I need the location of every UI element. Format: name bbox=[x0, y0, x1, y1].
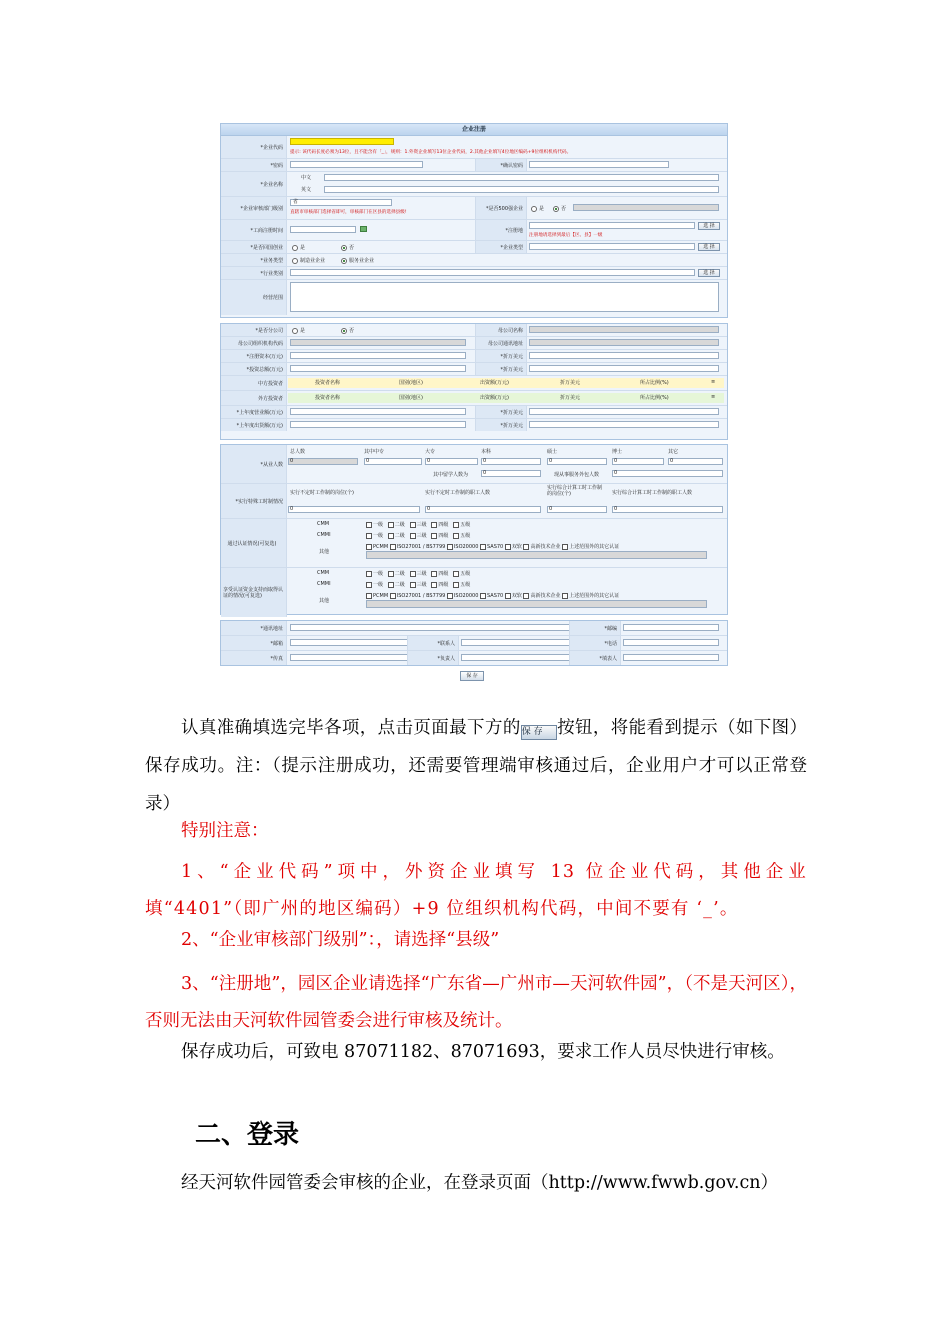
cert1-cmmi-label: CMMI bbox=[317, 532, 331, 538]
row-email bbox=[221, 636, 727, 651]
reg-capital-input[interactable] bbox=[290, 352, 466, 359]
label-foreign-investor: 外方投资者 bbox=[221, 391, 287, 405]
registration-form-screenshot bbox=[220, 123, 726, 683]
staff-col-secondary: 其中中专 bbox=[364, 449, 385, 455]
para-login: 经天河软件园管委会审核的企业，在登录页面（http://www.fwwb.gov.cn） bbox=[181, 1173, 779, 1193]
work-col-4: 实行综合计算工时工作制的职工人数 bbox=[612, 490, 693, 496]
postcode-input[interactable] bbox=[623, 624, 719, 631]
row-work-hours bbox=[221, 484, 727, 519]
cert2-other-label: 其他 bbox=[319, 598, 330, 604]
fortune500-rank-input[interactable] bbox=[573, 204, 719, 211]
label-confirm-password: *确认密码 bbox=[475, 159, 527, 171]
label-parent-org-code: 母公司组织机构代码 bbox=[221, 337, 287, 349]
investment-input[interactable] bbox=[290, 365, 466, 372]
company-name-cn-input[interactable] bbox=[324, 174, 719, 181]
label-company-code: *企业代码 bbox=[221, 136, 287, 158]
password-input[interactable] bbox=[290, 161, 423, 168]
label-filler: *填表人 bbox=[569, 651, 621, 665]
section-heading-login: 二、登录 bbox=[195, 1120, 300, 1150]
scope-textarea[interactable] bbox=[290, 282, 719, 312]
outsourcing-label: 现从事服务外包人数 bbox=[554, 472, 600, 478]
cert2-cmmi-label: CMMI bbox=[317, 581, 331, 587]
confirm-password-input[interactable] bbox=[529, 161, 669, 168]
label-cert-passed: 通过认证情况(可复选) bbox=[221, 519, 287, 567]
reg-capital-usd-input[interactable] bbox=[529, 352, 719, 359]
form-section-contact bbox=[220, 620, 728, 666]
cn-col-ratio: 所占比例(%) bbox=[640, 380, 669, 386]
para-instructions bbox=[145, 709, 807, 823]
label-export-usd: *折万美元 bbox=[475, 419, 527, 431]
cert1-other-label: 其他 bbox=[319, 549, 330, 555]
parent-name-input[interactable] bbox=[529, 326, 719, 333]
staff-college-input[interactable]: 0 bbox=[425, 458, 478, 465]
staff-col-other: 其它 bbox=[668, 449, 679, 455]
cert2-other-options[interactable]: PCMM ISO27001 / BS7799 ISO20000 SAS70 双软 高新技术企业 上述范围外的其它认证 bbox=[366, 592, 619, 599]
add-row-icon[interactable]: ≡ bbox=[711, 379, 716, 385]
row-address bbox=[221, 621, 727, 636]
investment-usd-input[interactable] bbox=[529, 365, 719, 372]
row-foreign-investor bbox=[221, 391, 727, 406]
para1-text-b: 按钮，将能看到提示（如下图）保存成功。注：（提示注册成功，还需要管理端审核通过后，企业用户才可以正常登录） bbox=[145, 718, 808, 814]
branch-yes[interactable]: 是 bbox=[292, 327, 305, 334]
row-export bbox=[221, 419, 727, 431]
label-investment-usd: *折万美元 bbox=[475, 363, 527, 375]
address-input[interactable] bbox=[290, 624, 571, 631]
work-col-3: 实行综合计算工时工作制的岗位(个) bbox=[547, 485, 603, 497]
returnees-label: 其中留学人数为 bbox=[433, 472, 469, 478]
fo-col-country: 国别(地区) bbox=[399, 395, 423, 401]
note-3: 3、“注册地”，园区企业请选择“广东省—广州市—天河软件园”，（不是天河区），否则无法由天河软件园管委会进行审核及统计。 bbox=[145, 974, 807, 1031]
cn-col-amount: 出资额(万元) bbox=[480, 380, 509, 386]
dept-level-select[interactable]: 省 bbox=[290, 199, 392, 206]
staff-col-bachelor: 本科 bbox=[481, 449, 492, 455]
label-legal-person: *负责人 bbox=[407, 651, 459, 665]
form-section-basic bbox=[220, 123, 728, 318]
label-contact-person: *联系人 bbox=[407, 636, 459, 650]
dept-level-hint: 直辖市审核部门选择省即可，审核部门在区县的选择县级! bbox=[290, 210, 407, 215]
label-fortune500: *是否500强企业 bbox=[475, 197, 527, 219]
radio-icon bbox=[292, 258, 298, 264]
cn-col-country: 国别(地区) bbox=[399, 380, 423, 386]
label-work-hours: *实行特殊工时制情况 bbox=[221, 484, 287, 518]
fo-col-ratio: 所占比例(%) bbox=[640, 395, 669, 401]
email-input[interactable] bbox=[290, 639, 411, 646]
company-name-en-input[interactable] bbox=[324, 186, 719, 193]
label-cn-investor: 中方投资者 bbox=[221, 376, 287, 390]
staff-other-input[interactable]: 0 bbox=[668, 458, 723, 465]
work-input-3[interactable]: 0 bbox=[547, 506, 607, 513]
company-type-input[interactable] bbox=[529, 243, 695, 250]
label-fax: *传真 bbox=[221, 651, 287, 665]
row-scope bbox=[221, 280, 727, 315]
row-returnee bbox=[221, 241, 727, 254]
add-row-icon[interactable]: ≡ bbox=[711, 394, 716, 400]
label-reg-capital-usd: *折万美元 bbox=[475, 350, 527, 362]
note-title: 特别注意： bbox=[181, 821, 269, 841]
form-section-staff bbox=[220, 444, 728, 615]
form-save-button[interactable]: 保 存 bbox=[460, 671, 484, 681]
cert2-cmmi-levels[interactable]: 一级 二级 三级 四级 五级 bbox=[366, 581, 470, 588]
row-company-name bbox=[221, 172, 727, 197]
reg-place-select-button[interactable]: 选 择 bbox=[698, 222, 720, 230]
label-investment: *投资总额(万元) bbox=[221, 363, 287, 375]
note-2: 2、“企业审核部门级别”：，请选择“县级” bbox=[181, 930, 500, 950]
label-branch: *是否分公司 bbox=[221, 324, 287, 336]
note-1: 1、“企业代码”项中，外资企业填写 13 位企业代码，其他企业填“4401”（即广州的地区编码）+9 位组织机构代码，中间不要有 ‘_’。 bbox=[145, 862, 807, 919]
fax-input[interactable] bbox=[290, 654, 411, 661]
staff-total-input[interactable]: 0 bbox=[288, 458, 358, 465]
row-dept-level bbox=[221, 197, 727, 220]
label-phone: *电话 bbox=[569, 636, 621, 650]
staff-col-college: 大专 bbox=[425, 449, 436, 455]
label-name-cn: 中文 bbox=[301, 175, 312, 181]
work-input-2[interactable]: 0 bbox=[425, 506, 541, 513]
fo-col-usd: 折万美元 bbox=[560, 395, 581, 401]
para-contact: 保存成功后，可致电 87071182、87071693，要求工作人员尽快进行审核。 bbox=[181, 1042, 785, 1062]
cert1-cmm-label: CMM bbox=[317, 521, 330, 527]
phone-input[interactable] bbox=[623, 639, 719, 646]
radio-icon bbox=[531, 206, 537, 212]
row-company-code bbox=[221, 136, 727, 159]
radio-checked-icon bbox=[553, 206, 559, 212]
staff-col-phd: 博士 bbox=[612, 449, 623, 455]
staff-col-total: 总人数 bbox=[290, 449, 306, 455]
returnees-input[interactable]: 0 bbox=[481, 470, 541, 477]
label-company-type: *企业类型 bbox=[475, 241, 527, 253]
radio-checked-icon bbox=[341, 328, 347, 334]
radio-checked-icon bbox=[341, 258, 347, 264]
cn-col-investor-name: 投资者名称 bbox=[315, 380, 341, 386]
label-reg-capital: *注册资本(万元) bbox=[221, 350, 287, 362]
work-input-1[interactable]: 0 bbox=[288, 506, 420, 513]
staff-bachelor-input[interactable]: 0 bbox=[481, 458, 541, 465]
radio-icon bbox=[292, 328, 298, 334]
row-branch bbox=[221, 324, 727, 337]
label-scope: 经营范围 bbox=[221, 280, 287, 315]
para1-text-a: 认真准确填选完毕各项，点击页面最下方的 bbox=[181, 718, 521, 738]
work-col-2: 实行不定时工作制的职工人数 bbox=[425, 490, 491, 496]
returnee-yes[interactable]: 是 bbox=[292, 244, 305, 251]
label-reg-place: *注册地 bbox=[475, 220, 527, 240]
label-export: *上年度出货额(万元) bbox=[221, 419, 287, 431]
label-postcode: *邮编 bbox=[569, 621, 621, 635]
export-input[interactable] bbox=[290, 421, 466, 428]
outsourcing-input[interactable]: 0 bbox=[612, 470, 723, 477]
cert1-other-text[interactable] bbox=[366, 551, 707, 559]
row-reg-capital bbox=[221, 350, 727, 363]
label-password: *密码 bbox=[221, 159, 287, 171]
row-parent-org bbox=[221, 337, 727, 350]
row-cn-investor bbox=[221, 376, 727, 391]
cert2-cmm-levels[interactable]: 一级 二级 三级 四级 五级 bbox=[366, 570, 470, 577]
row-staff bbox=[221, 445, 727, 484]
work-col-1: 实行不定时工作制的岗位(个) bbox=[290, 490, 354, 496]
staff-phd-input[interactable]: 0 bbox=[612, 458, 664, 465]
label-revenue-usd: *折万美元 bbox=[475, 406, 527, 418]
row-investment bbox=[221, 363, 727, 376]
industry-input[interactable] bbox=[290, 269, 695, 276]
contact-person-input[interactable] bbox=[461, 639, 571, 646]
reg-place-input[interactable] bbox=[529, 222, 695, 229]
reg-time-input[interactable] bbox=[290, 226, 356, 233]
label-cert-funded: 享受认证资金支持而取得认证的情况(可复选) bbox=[221, 568, 287, 617]
export-usd-input[interactable] bbox=[529, 421, 719, 428]
label-dept-level: *企业审核部门级别 bbox=[221, 197, 287, 219]
label-parent-address: 母公司通讯地址 bbox=[475, 337, 527, 349]
staff-master-input[interactable]: 0 bbox=[547, 458, 607, 465]
cert1-cmm-levels[interactable]: 一级 二级 三级 四级 五级 bbox=[366, 521, 470, 528]
row-fax bbox=[221, 651, 727, 665]
fo-col-amount: 出资额(万元) bbox=[480, 395, 509, 401]
form-title: 企业注册 bbox=[221, 124, 727, 136]
row-cert-passed bbox=[221, 519, 727, 568]
label-staff: *从业人数 bbox=[221, 445, 287, 483]
fo-col-investor-name: 投资者名称 bbox=[315, 395, 341, 401]
row-cert-funded bbox=[221, 568, 727, 617]
parent-org-code-input[interactable] bbox=[290, 339, 466, 346]
label-email: *邮箱 bbox=[221, 636, 287, 650]
label-company-name: *企业名称 bbox=[221, 172, 287, 196]
inline-save-button: 保 存 bbox=[521, 725, 557, 740]
label-reg-time: *工商注册时间 bbox=[221, 220, 287, 240]
returnee-no[interactable]: 否 bbox=[341, 244, 354, 251]
business-type-service[interactable]: 服务业企业 bbox=[341, 257, 374, 264]
label-revenue: *上年度营业额(万元) bbox=[221, 406, 287, 418]
filler-input[interactable] bbox=[623, 654, 719, 661]
cert2-cmm-label: CMM bbox=[317, 570, 330, 576]
cert2-other-text[interactable] bbox=[366, 600, 707, 608]
company-code-input[interactable] bbox=[290, 138, 394, 145]
row-revenue bbox=[221, 406, 727, 419]
company-code-hint: 提示: 该代码长度必须为13位，且不能含有「_」，规则：1.外资企业填写13位企业代码，2.其他企业填写4位地区编码+9位组织机构代码。 bbox=[290, 150, 572, 155]
staff-secondary-input[interactable]: 0 bbox=[364, 458, 422, 465]
staff-col-master: 硕士 bbox=[547, 449, 558, 455]
row-password bbox=[221, 159, 727, 172]
label-returnee: *是否回国创业 bbox=[221, 241, 287, 253]
business-type-manufacturing[interactable]: 制造业企业 bbox=[292, 257, 325, 264]
label-address: *通讯地址 bbox=[221, 621, 287, 635]
label-industry: *行业类别 bbox=[221, 267, 287, 279]
parent-address-input[interactable] bbox=[529, 339, 719, 346]
legal-person-input[interactable] bbox=[461, 654, 571, 661]
branch-no[interactable]: 否 bbox=[341, 327, 354, 334]
cert1-cmmi-levels[interactable]: 一级 二级 三级 四级 五级 bbox=[366, 532, 470, 539]
reg-place-hint: 注册地请选择到最后【区、县】一级 bbox=[529, 233, 603, 238]
fortune500-yes[interactable]: 是 bbox=[531, 205, 544, 212]
radio-checked-icon bbox=[341, 245, 347, 251]
label-parent-name: 母公司名称 bbox=[475, 324, 527, 336]
work-input-4[interactable]: 0 bbox=[612, 506, 723, 513]
revenue-input[interactable] bbox=[290, 408, 466, 415]
row-industry bbox=[221, 267, 727, 280]
revenue-usd-input[interactable] bbox=[529, 408, 719, 415]
industry-select-button[interactable]: 选 择 bbox=[698, 269, 720, 277]
label-name-en: 英文 bbox=[301, 187, 312, 193]
fortune500-no[interactable]: 否 bbox=[553, 205, 566, 212]
company-type-select-button[interactable]: 选 择 bbox=[698, 243, 720, 251]
form-section-capital bbox=[220, 323, 728, 440]
label-business-type: *业务类型 bbox=[221, 254, 287, 266]
calendar-icon[interactable] bbox=[360, 226, 367, 232]
row-business-type bbox=[221, 254, 727, 267]
radio-icon bbox=[292, 245, 298, 251]
cert1-other-options[interactable]: PCMM ISO27001 / BS7799 ISO20000 SAS70 双软 高新技术企业 上述范围外的其它认证 bbox=[366, 543, 619, 550]
row-reg-time bbox=[221, 220, 727, 241]
cn-col-usd: 折万美元 bbox=[560, 380, 581, 386]
